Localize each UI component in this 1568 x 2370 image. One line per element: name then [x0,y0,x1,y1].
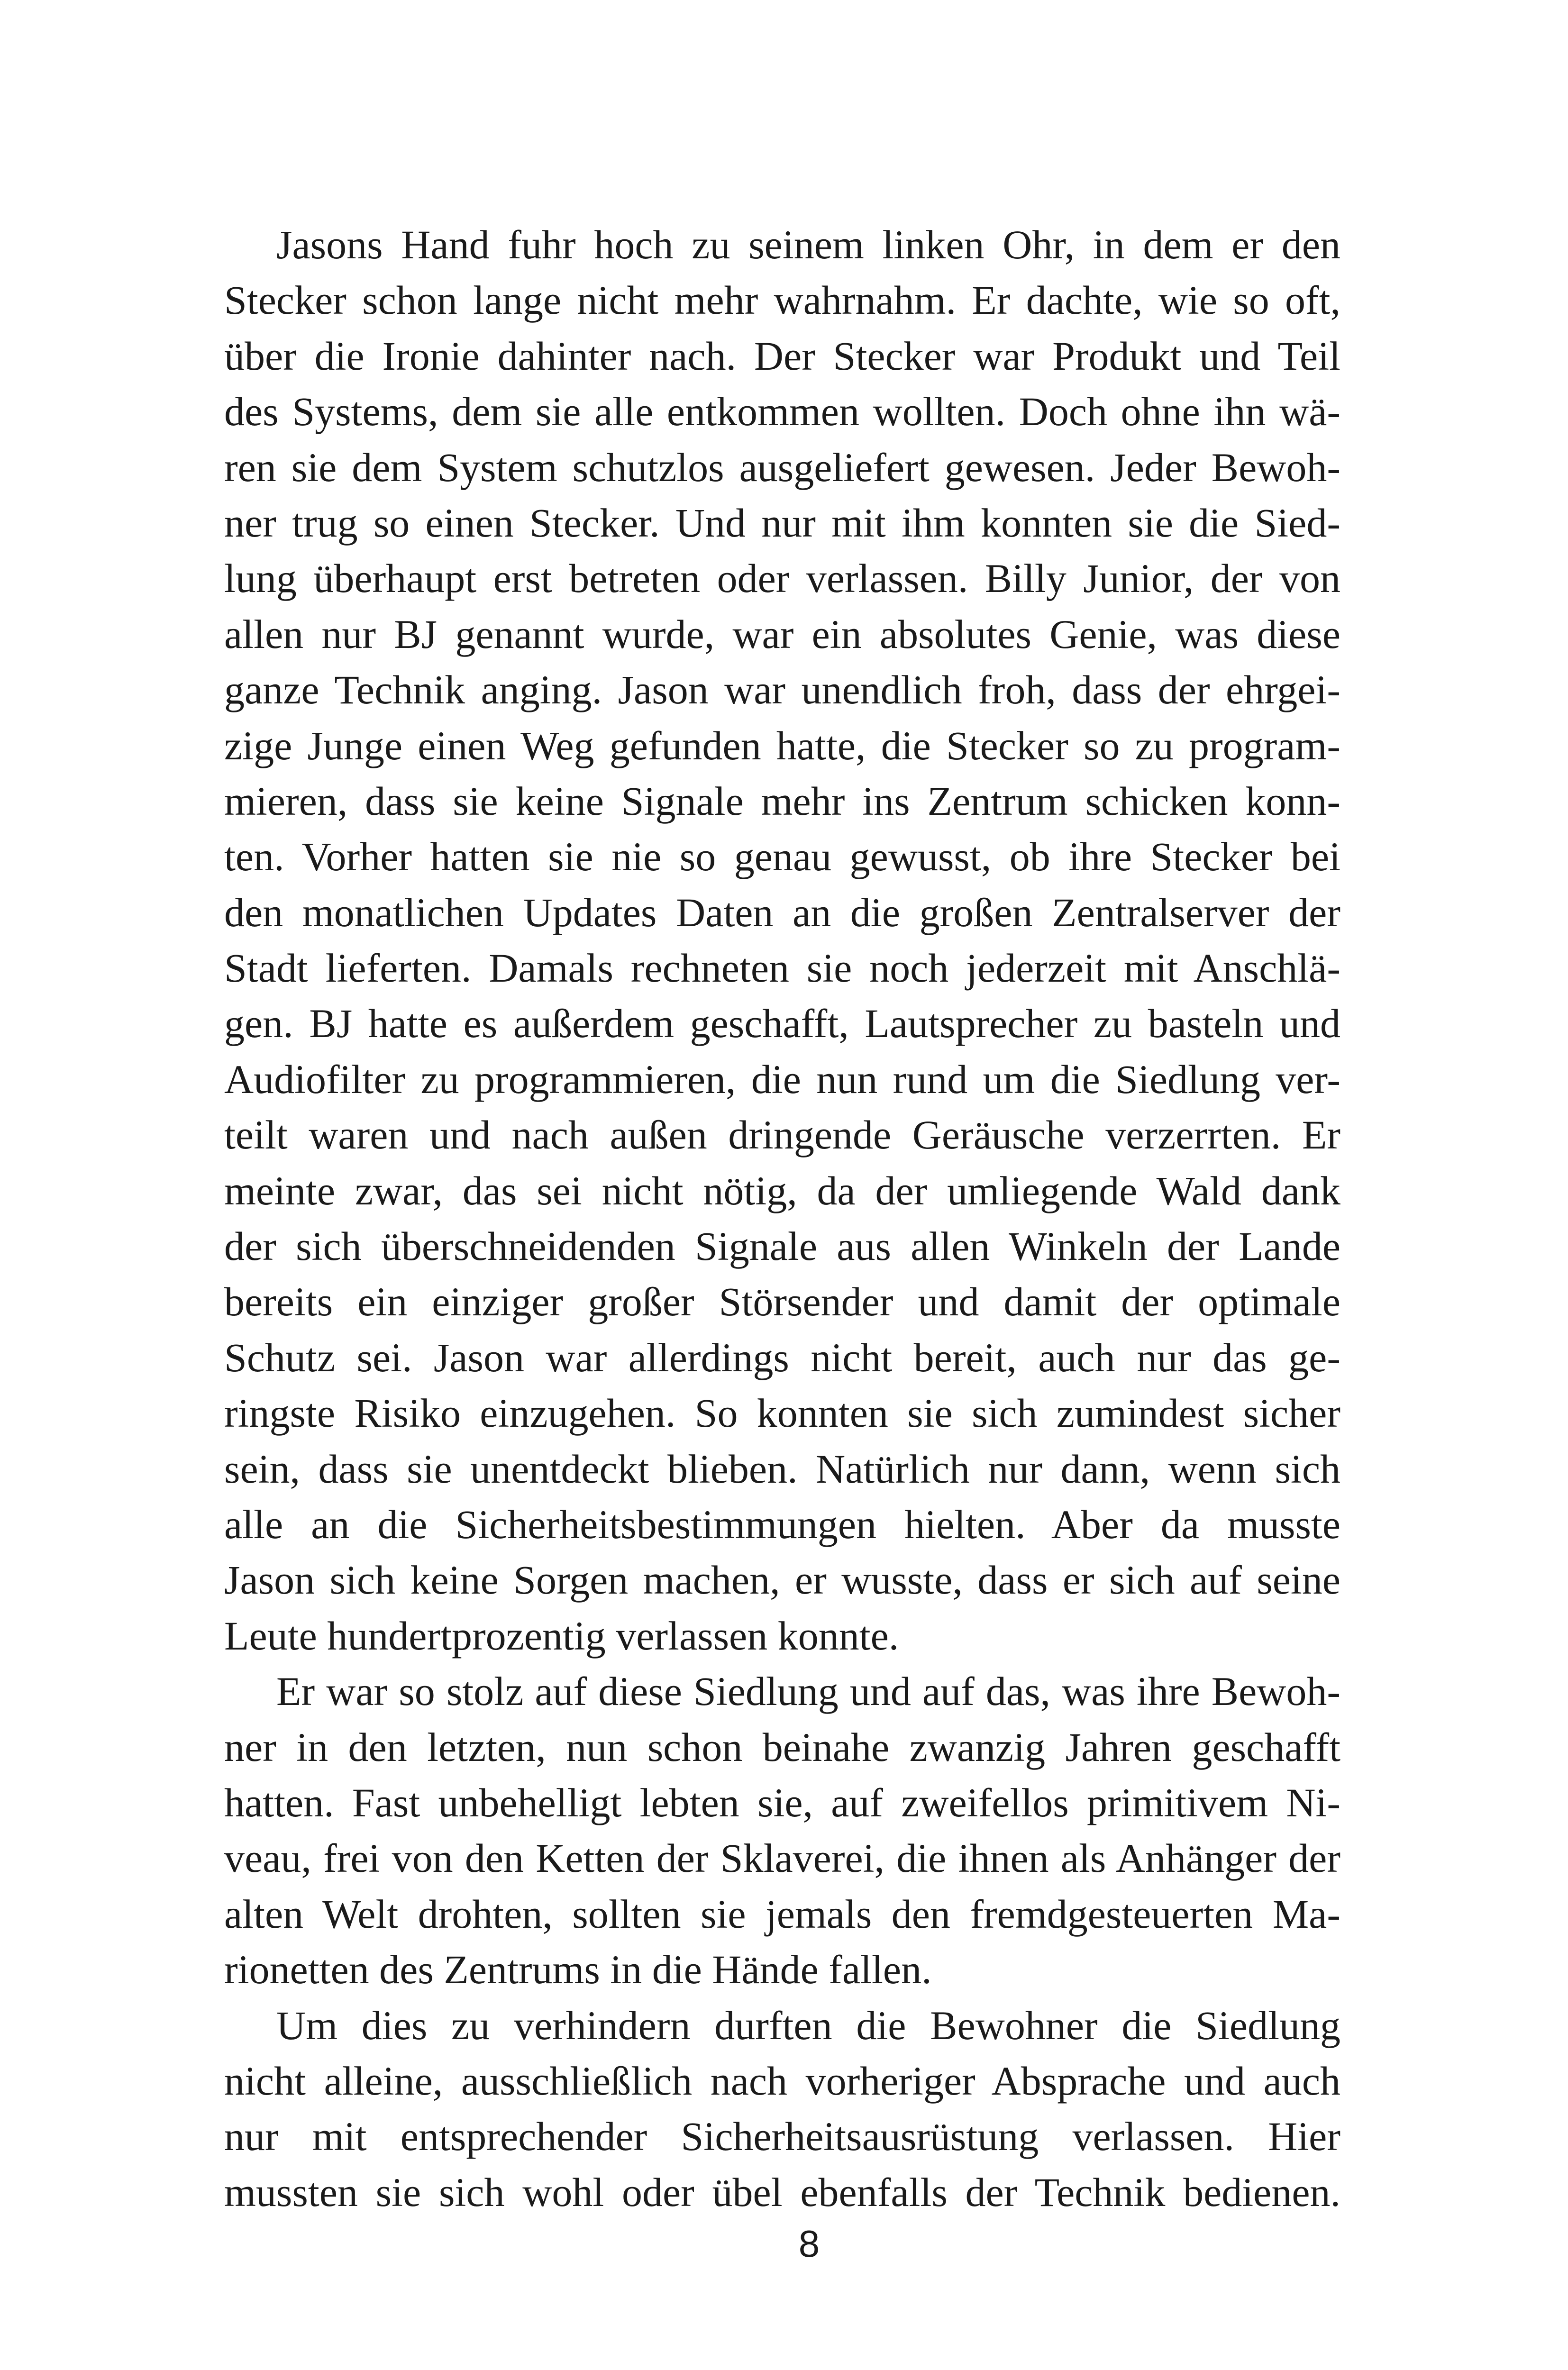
text-line: zige Junge einen Weg gefunden hatte, die Stecker so zu program- [224,722,1340,768]
text-line: Audiofilter zu programmieren, die nun rund um die Siedlung ver- [224,1056,1340,1102]
text-line: Um dies zu verhindern durften die Bewohner die Siedlung [276,2002,1340,2048]
text-line: gen. BJ hatte es außerdem geschafft, Lautsprecher zu basteln und [224,1001,1340,1047]
text-line: ganze Technik anging. Jason war unendlich froh, dass der ehrgei- [224,667,1340,713]
text-line: Er war so stolz auf diese Siedlung und auf das, was ihre Bewoh- [276,1668,1340,1714]
paragraph [224,217,1340,1664]
text-line: hatten. Fast unbehelligt lebten sie, auf zweifellos primitivem Ni- [224,1779,1340,1825]
text-line: sein, dass sie unentdeckt blieben. Natürlich nur dann, wenn sich [224,1446,1340,1492]
text-line: den monatlichen Updates Daten an die großen Zentralserver der [224,889,1340,935]
text-line: Schutz sei. Jason war allerdings nicht bereit, auch nur das ge- [224,1334,1340,1380]
text-line: alten Welt drohten, sollten sie jemals den fremdgesteuerten Ma- [224,1891,1340,1937]
text-line: rionetten des Zentrums in die Hände fallen. [224,1947,932,1993]
text-line: mieren, dass sie keine Signale mehr ins Zentrum schicken konn- [224,778,1340,824]
text-line: ten. Vorher hatten sie nie so genau gewusst, ob ihre Stecker bei [224,834,1340,880]
text-line: Leute hundertprozentig verlassen konnte. [224,1613,899,1659]
text-line: nicht alleine, ausschließlich nach vorheriger Absprache und auch [224,2058,1340,2104]
text-line: meinte zwar, das sei nicht nötig, da der umliegende Wald dank [224,1167,1340,1213]
text-line: Stecker schon lange nicht mehr wahrnahm. Er dachte, wie so oft, [224,277,1340,323]
text-line: Jason sich keine Sorgen machen, er wusste, dass er sich auf seine [224,1557,1340,1603]
text-line: ner in den letzten, nun schon beinahe zwanzig Jahren geschafft [224,1724,1340,1770]
text-line: ringste Risiko einzugehen. So konnten sie sich zumindest sicher [224,1390,1340,1436]
text-line: lung überhaupt erst betreten oder verlassen. Billy Junior, der von [224,556,1340,602]
text-line: mussten sie sich wohl oder übel ebenfalls der Technik bedienen. [224,2169,1340,2215]
text-line: teilt waren und nach außen dringende Geräusche verzerrten. Er [224,1112,1340,1158]
text-line: ren sie dem System schutzlos ausgeliefert gewesen. Jeder Bewoh- [224,444,1340,490]
text-line: veau, frei von den Ketten der Sklaverei, die ihnen als Anhänger der [224,1835,1340,1881]
text-line: alle an die Sicherheitsbestimmungen hielten. Aber da musste [224,1501,1340,1547]
paragraph [224,1998,1340,2221]
text-line: nur mit entsprechender Sicherheitsausrüstung verlassen. Hier [224,2114,1340,2160]
page-body [224,0,1340,2220]
page-number: 8 [798,2223,820,2265]
text-line: des Systems, dem sie alle entkommen wollten. Doch ohne ihn wä- [224,389,1340,435]
text-line: ner trug so einen Stecker. Und nur mit ihm konnten sie die Sied- [224,500,1340,546]
text-line: über die Ironie dahinter nach. Der Stecker war Produkt und Teil [224,333,1340,379]
text-line: Stadt lieferten. Damals rechneten sie noch jederzeit mit Anschlä- [224,945,1340,991]
paragraph [224,1664,1340,1997]
text-line: allen nur BJ genannt wurde, war ein absolutes Genie, was diese [224,611,1340,657]
text-line: bereits ein einziger großer Störsender und damit der optimale [224,1279,1340,1325]
text-line: der sich überschneidenden Signale aus allen Winkeln der Lande [224,1223,1340,1269]
text-line: Jasons Hand fuhr hoch zu seinem linken Ohr, in dem er den [276,222,1340,267]
